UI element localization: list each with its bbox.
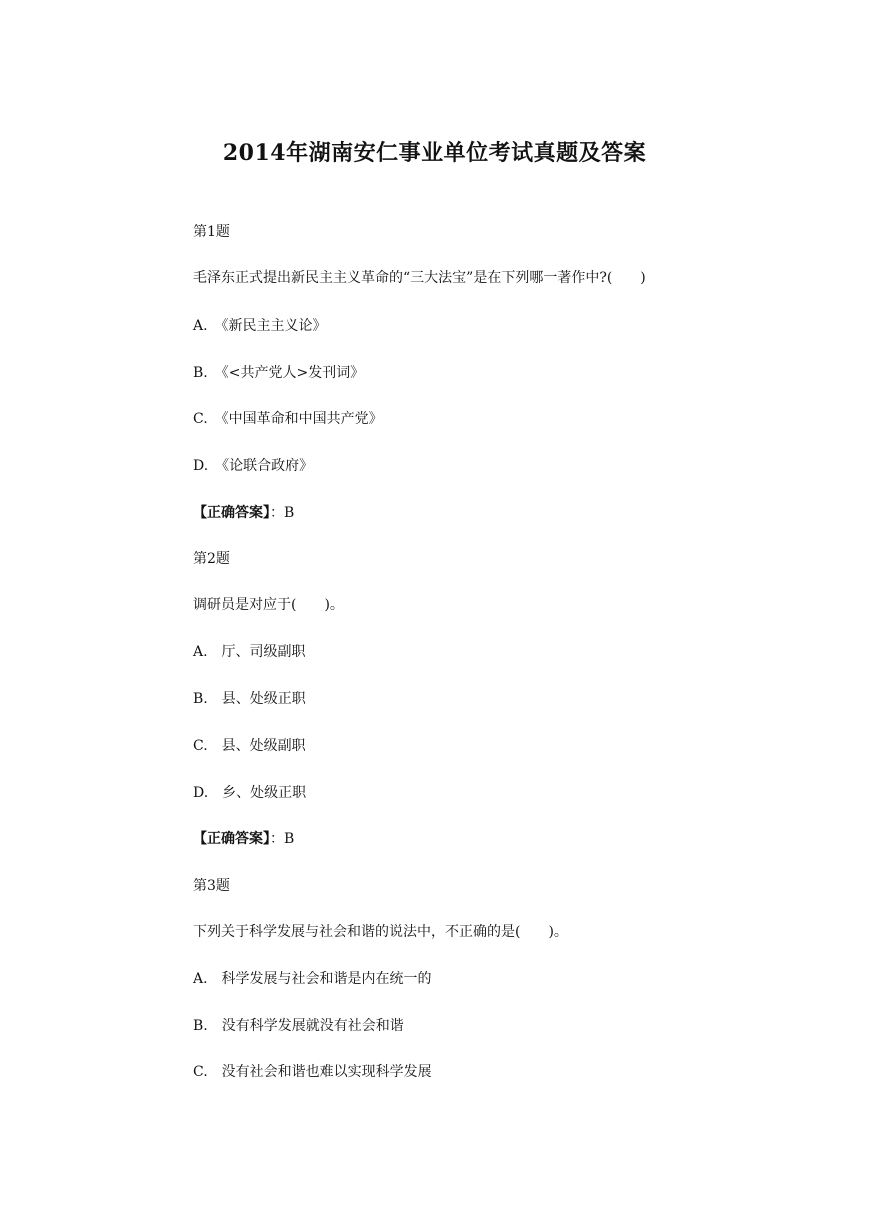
question-2-option-d: D. 乡、处级正职 (193, 785, 307, 801)
answer-label: 【正确答案】 (193, 505, 270, 521)
question-3-stem: 下列关于科学发展与社会和谐的说法中，不正确的是( )。 (193, 924, 568, 940)
question-2-option-b: B. 县、处级正职 (193, 691, 306, 707)
question-1-answer (193, 504, 294, 522)
question-2-option-c: C. 县、处级副职 (193, 738, 306, 754)
question-1-stem: 毛泽东正式提出新民主主义革命的“三大法宝”是在下列哪一著作中?( ) (193, 270, 646, 286)
question-2-number: 第2题 (193, 551, 230, 567)
question-3-option-a: A. 科学发展与社会和谐是内在统一的 (193, 971, 432, 987)
question-1-option-d: D. 《论联合政府》 (193, 458, 314, 474)
question-2-answer (193, 830, 294, 848)
question-3-option-c: C. 没有社会和谐也难以实现科学发展 (193, 1064, 432, 1080)
question-1-option-b: B. 《<共产党人>发刊词》 (193, 365, 365, 381)
answer-label: 【正确答案】 (193, 831, 270, 847)
question-3-option-b: B. 没有科学发展就没有社会和谐 (193, 1018, 404, 1034)
question-1-number: 第1题 (193, 224, 230, 240)
question-2-stem: 调研员是对应于( )。 (193, 597, 344, 613)
answer-value: ：B (270, 505, 295, 521)
answer-value: ：B (270, 831, 295, 847)
question-2-option-a: A. 厅、司级副职 (193, 644, 306, 660)
question-1-option-a: A. 《新民主主义论》 (193, 318, 327, 334)
question-3-number: 第3题 (193, 878, 230, 894)
question-1-option-c: C. 《中国革命和中国共产党》 (193, 411, 383, 427)
document-title: 2014年湖南安仁事业单位考试真题及答案 (222, 140, 647, 166)
